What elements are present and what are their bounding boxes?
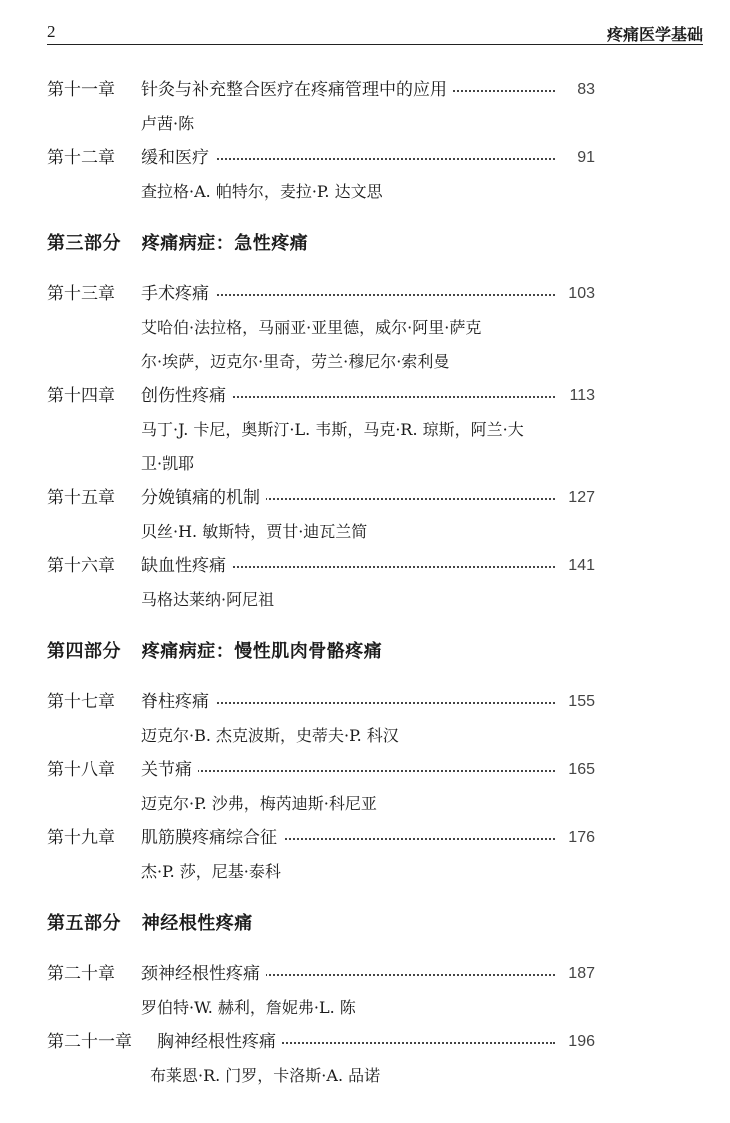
chapter-authors: 贝丝·H. 敏斯特，贾甘·迪瓦兰简	[141, 522, 368, 541]
chapter-title[interactable]: 手术疼痛	[141, 281, 215, 307]
toc-entry[interactable]	[47, 281, 595, 307]
page-reference: 187	[564, 961, 595, 987]
chapter-authors: 杰·P. 莎，尼基·泰科	[141, 862, 281, 881]
chapter-title[interactable]: 缺血性疼痛	[141, 553, 232, 579]
page-reference: 83	[573, 77, 595, 103]
page-reference: 155	[564, 689, 595, 715]
chapter-number: 第二十章	[47, 964, 115, 984]
toc-entry[interactable]	[47, 689, 595, 715]
chapter-title[interactable]: 针灸与补充整合医疗在疼痛管理中的应用	[141, 77, 453, 103]
chapter-number: 第十一章	[47, 80, 115, 100]
toc-entry[interactable]	[47, 825, 595, 851]
part-label: 第四部分	[47, 641, 121, 662]
toc-entry[interactable]	[47, 961, 595, 987]
chapter-number: 第二十一章	[47, 1032, 132, 1052]
chapter-title[interactable]: 分娩镇痛的机制	[141, 485, 266, 511]
chapter-authors: 马格达莱纳·阿尼祖	[141, 590, 275, 609]
toc-entry[interactable]	[47, 553, 595, 579]
chapter-number: 第十七章	[47, 692, 115, 712]
chapter-number: 第十五章	[47, 488, 115, 508]
part-heading	[47, 910, 253, 938]
page-reference: 176	[564, 825, 595, 851]
part-heading	[47, 230, 308, 258]
chapter-authors: 艾哈伯·法拉格，马丽亚·亚里德，威尔·阿里·萨克	[141, 318, 482, 337]
chapter-authors: 布莱恩·R. 门罗，卡洛斯·A. 品诺	[150, 1066, 381, 1085]
chapter-number: 第十二章	[47, 148, 115, 168]
leader-dots	[141, 770, 555, 772]
toc-entry[interactable]	[47, 77, 595, 103]
part-heading	[47, 638, 382, 666]
toc-entry[interactable]	[47, 1029, 595, 1055]
chapter-title[interactable]: 创伤性疼痛	[141, 383, 232, 409]
chapter-title[interactable]: 缓和医疗	[141, 145, 215, 171]
toc-entry[interactable]	[47, 145, 595, 171]
chapter-authors: 迈克尔·P. 沙弗，梅芮迪斯·科尼亚	[141, 794, 377, 813]
chapter-title[interactable]: 胸神经根性疼痛	[157, 1029, 282, 1055]
page-number: 2	[47, 22, 56, 41]
toc-entry[interactable]	[47, 485, 595, 511]
page-header	[47, 20, 703, 45]
page-reference: 113	[565, 383, 595, 409]
part-title: 疼痛病症：急性疼痛	[141, 233, 309, 254]
chapter-authors: 罗伯特·W. 赫利，詹妮弗·L. 陈	[141, 998, 356, 1017]
page-reference: 127	[564, 485, 595, 511]
chapter-number: 第十九章	[47, 828, 115, 848]
part-label: 第三部分	[47, 233, 121, 254]
part-title: 神经根性疼痛	[141, 913, 253, 934]
chapter-title[interactable]: 脊柱疼痛	[141, 689, 215, 715]
part-title: 疼痛病症：慢性肌肉骨骼疼痛	[141, 641, 383, 662]
page-reference: 141	[564, 553, 595, 579]
page-reference: 165	[564, 757, 595, 783]
page-reference: 91	[573, 145, 595, 171]
chapter-number: 第十三章	[47, 284, 115, 304]
page-reference: 103	[564, 281, 595, 307]
toc-entry[interactable]	[47, 383, 595, 409]
chapter-title[interactable]: 关节痛	[141, 757, 198, 783]
chapter-authors: 卢茜·陈	[141, 114, 195, 133]
chapter-number: 第十四章	[47, 386, 115, 406]
chapter-authors: 卫·凯耶	[141, 454, 195, 473]
chapter-title[interactable]: 颈神经根性疼痛	[141, 961, 266, 987]
chapter-authors: 迈克尔·B. 杰克波斯，史蒂夫·P. 科汉	[141, 726, 399, 745]
chapter-number: 第十六章	[47, 556, 115, 576]
chapter-authors: 尔·埃萨，迈克尔·里奇，劳兰·穆尼尔·索利曼	[141, 352, 450, 371]
chapter-number: 第十八章	[47, 760, 115, 780]
book-title: 疼痛医学基础	[606, 25, 703, 44]
page-reference: 196	[564, 1029, 595, 1055]
toc-entry[interactable]	[47, 757, 595, 783]
part-label: 第五部分	[47, 913, 121, 934]
chapter-authors: 马丁·J. 卡尼，奥斯汀·L. 韦斯，马克·R. 琼斯，阿兰·大	[141, 420, 524, 439]
chapter-title[interactable]: 肌筋膜疼痛综合征	[141, 825, 283, 851]
chapter-authors: 查拉格·A. 帕特尔，麦拉·P. 达文思	[141, 182, 383, 201]
